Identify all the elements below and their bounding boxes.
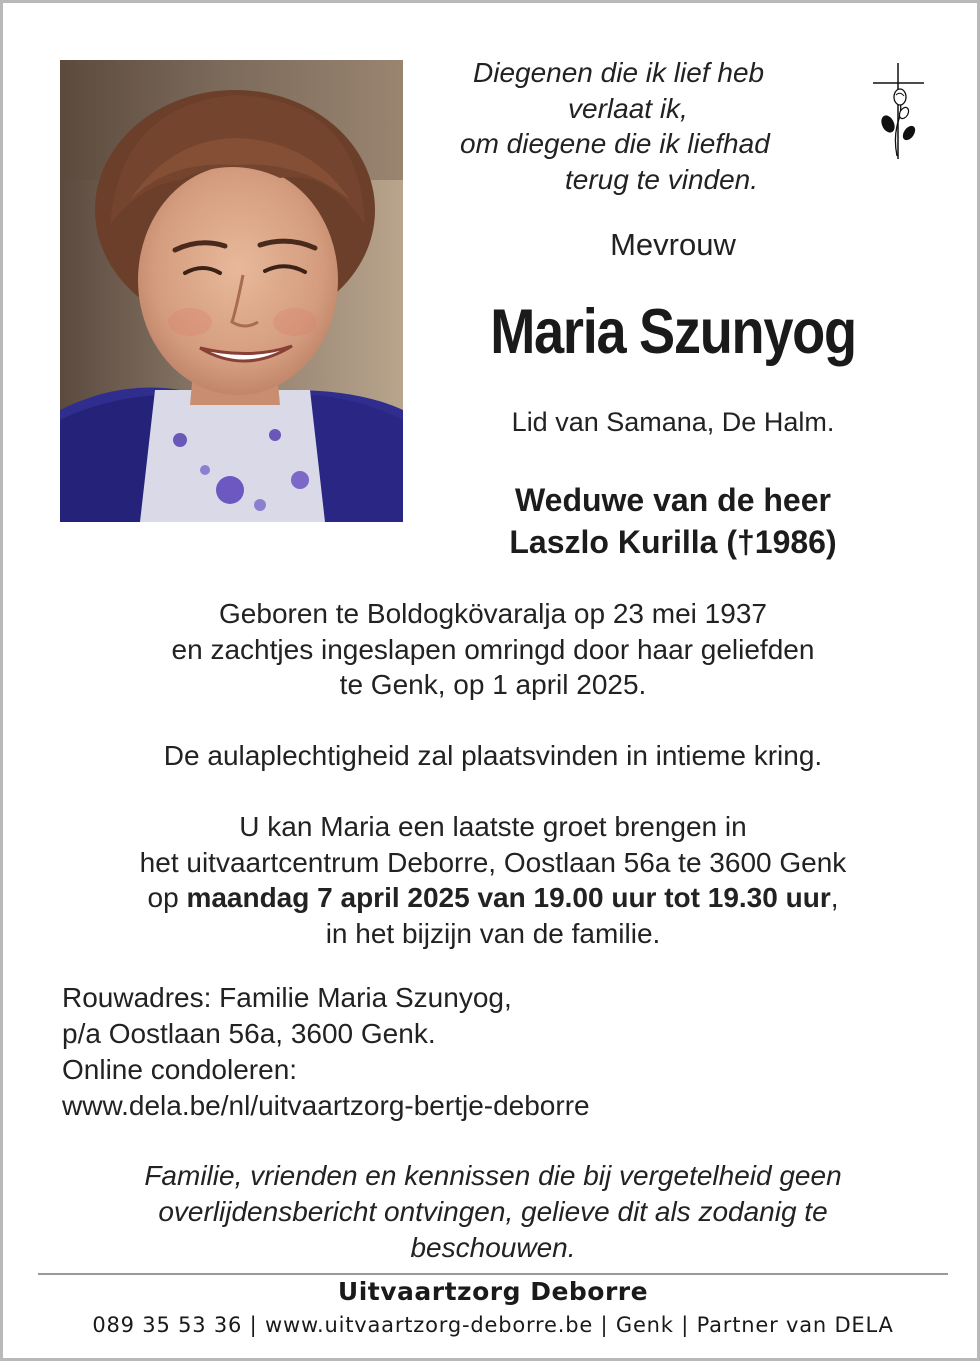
funeral-company-name: Uitvaartzorg Deborre xyxy=(337,1277,649,1306)
notice-line: Familie, vrienden en kennissen die bij vergetelheid geen xyxy=(144,1160,842,1191)
widow-line: Laszlo Kurilla (†1986) xyxy=(509,524,837,560)
birth-line: Geboren te Boldogkövaralja op 23 mei 1937 xyxy=(219,598,767,629)
visitation-details xyxy=(43,809,943,951)
portrait-photo xyxy=(60,60,403,522)
condolence-url: www.dela.be/nl/uitvaartzorg-bertje-deborre xyxy=(62,1090,590,1121)
visitation-suffix: , xyxy=(830,882,839,913)
mourning-address xyxy=(62,980,922,1124)
widow-line: Weduwe van de heer xyxy=(515,482,831,518)
visitation-prefix: op xyxy=(147,882,179,913)
address-line: p/a Oostlaan 56a, 3600 Genk. xyxy=(62,1018,436,1049)
visitation-line: in het bijzijn van de familie. xyxy=(325,917,661,949)
widow-statement xyxy=(423,479,923,563)
deceased-name: Maria Szunyog xyxy=(490,297,856,367)
poem-line: terug te vinden. xyxy=(565,163,759,195)
condolence-label: Online condoleren: xyxy=(62,1054,298,1085)
honorific: Mevrouw xyxy=(610,227,736,262)
poem-line: verlaat ik, xyxy=(568,92,688,124)
poem-line: om diegene die ik liefhad xyxy=(460,128,770,159)
notice-line: beschouwen. xyxy=(410,1232,576,1263)
death-line: en zachtjes ingeslapen omringd door haar geliefden xyxy=(171,633,815,665)
birth-death-details xyxy=(43,596,943,703)
visitation-line: U kan Maria een laatste groet brengen in xyxy=(239,811,747,842)
notice-line: overlijdensbericht ontvingen, gelieve dit als zodanig te xyxy=(158,1196,828,1227)
ceremony-note: De aulaplechtigheid zal plaatsvinden in intieme kring. xyxy=(163,740,823,771)
address-line: Rouwadres: Familie Maria Szunyog, xyxy=(62,982,512,1013)
cross-with-rose-icon xyxy=(867,61,929,161)
death-place-line: te Genk, op 1 april 2025. xyxy=(339,669,647,700)
visitation-time-line xyxy=(43,880,943,916)
notice xyxy=(43,1158,943,1266)
funeral-company-info: 089 35 53 36 | www.uitvaartzorg-deborre.be | Genk | Partner van DELA xyxy=(92,1313,894,1337)
membership: Lid van Samana, De Halm. xyxy=(511,407,835,437)
footer-divider xyxy=(38,1273,948,1275)
poem-line: Diegenen die ik lief heb xyxy=(473,57,765,88)
visitation-line: het uitvaartcentrum Deborre, Oostlaan 56a te 3600 Genk xyxy=(139,846,847,878)
poem xyxy=(403,55,863,197)
visitation-time: maandag 7 april 2025 van 19.00 uur tot 19.30 uur xyxy=(186,882,831,913)
